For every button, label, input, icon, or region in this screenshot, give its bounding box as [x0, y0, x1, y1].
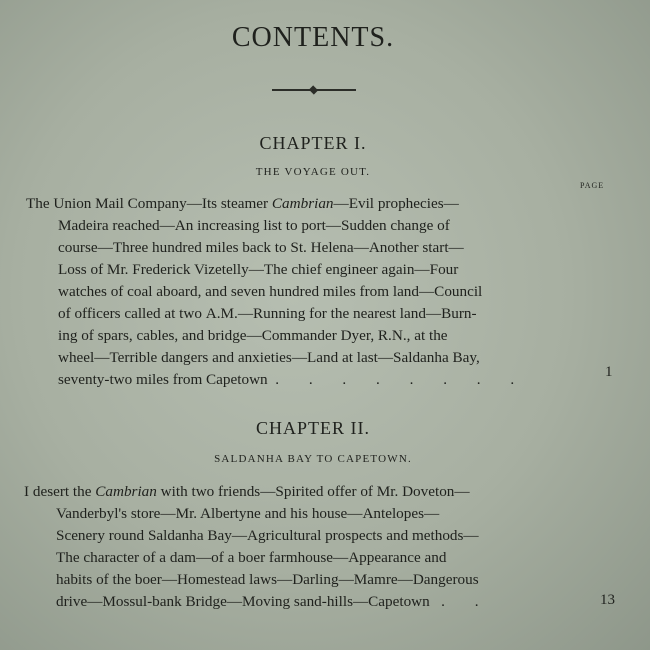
synopsis-line: of officers called at two A.M.—Running for the nearest land—Burn-	[58, 305, 477, 322]
ship-name: Cambrian	[95, 483, 157, 500]
chapter-2-subtitle: SALDANHA BAY TO CAPETOWN.	[214, 453, 412, 465]
page-column-label: PAGE	[580, 181, 605, 190]
rule-ornament-dot	[309, 85, 318, 94]
ship-name: Cambrian	[271, 195, 334, 212]
synopsis-line: The character of a dam—of a boer farmhouse—Appearance and	[56, 549, 447, 566]
page-title: CONTENTS.	[231, 22, 395, 53]
chapter-2-synopsis	[24, 481, 492, 613]
leader-dots: . .	[441, 593, 492, 610]
chapter-1-page-number: 1	[605, 364, 613, 380]
chapter-1-synopsis	[26, 193, 527, 391]
synopsis-line: wheel—Terrible dangers and anxieties—Land at last—Saldanha Bay,	[58, 349, 480, 366]
synopsis-line: Madeira reached—An increasing list to port—Sudden change of	[58, 217, 450, 234]
ornamental-rule	[272, 89, 356, 91]
synopsis-line: habits of the boer—Homestead laws—Darling—Mamre—Dangerous	[56, 571, 479, 588]
chapter-2-page-number: 13	[600, 592, 615, 608]
synopsis-line-last: drive—Mossul-bank Bridge—Moving sand-hills—Capetown . .	[56, 593, 492, 610]
chapter-1-subtitle: THE VOYAGE OUT.	[255, 166, 371, 178]
synopsis-line: watches of coal aboard, and seven hundred miles from land—Council	[58, 283, 483, 300]
synopsis-line-last: seventy-two miles from Capetown . . . . . . . .	[58, 371, 528, 388]
synopsis-line: ing of spars, cables, and bridge—Commander Dyer, R.N., at the	[58, 327, 448, 344]
synopsis-line: Scenery round Saldanha Bay—Agricultural prospects and methods—	[56, 527, 479, 544]
synopsis-line: I desert the Cambrian with two friends—Spirited offer of Mr. Doveton—	[24, 483, 470, 500]
chapter-1-heading: CHAPTER I.	[259, 133, 367, 153]
synopsis-line: Loss of Mr. Frederick Vizetelly—The chief engineer again—Four	[58, 261, 459, 278]
chapter-2-heading: CHAPTER II.	[256, 418, 370, 438]
synopsis-line: Vanderbyl's store—Mr. Albertyne and his house—Antelopes—	[56, 505, 440, 522]
leader-dots: . . . . . . . .	[275, 371, 528, 388]
synopsis-line: The Union Mail Company—Its steamer Cambrian—Evil prophecies—	[26, 195, 459, 212]
synopsis-line: course—Three hundred miles back to St. Helena—Another start—	[58, 239, 464, 256]
